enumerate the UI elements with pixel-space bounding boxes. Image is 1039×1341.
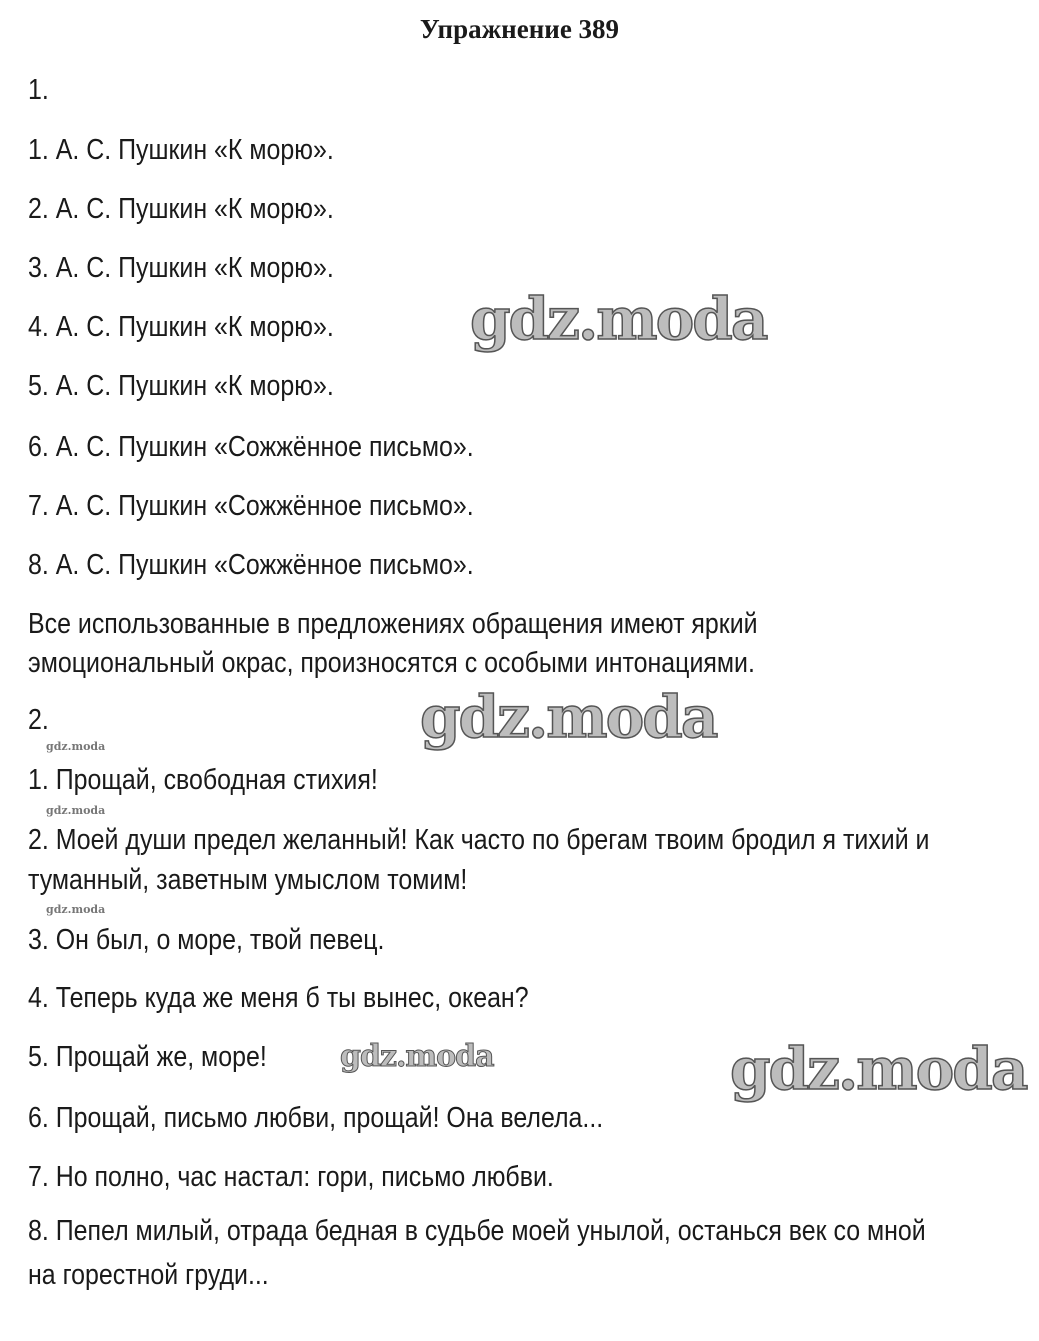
conclusion-line: эмоциональный окрас, произносятся с особыми интонациями.: [28, 647, 755, 679]
list-item: 5. Прощай же, море!: [28, 1041, 267, 1073]
list-item: 7. Но полно, час настал: гори, письмо любви.: [28, 1161, 554, 1193]
watermark-logo: gdz.moda: [46, 804, 106, 817]
part2-label: 2.: [28, 704, 49, 736]
list-item: 3. А. С. Пушкин «К морю».: [28, 252, 334, 284]
list-item: 6. А. С. Пушкин «Сожжённое письмо».: [28, 431, 474, 463]
list-item: 4. Теперь куда же меня б ты вынес, океан?: [28, 982, 529, 1014]
list-item: 4. А. С. Пушкин «К морю».: [28, 311, 334, 343]
list-item-continuation: на горестной груди...: [28, 1259, 269, 1291]
list-item: 2. Моей души предел желанный! Как часто по брегам твоим бродил я тихий и: [28, 824, 930, 856]
part1-label: 1.: [28, 74, 49, 106]
list-item: 2. А. С. Пушкин «К морю».: [28, 193, 334, 225]
watermark-logo: gdz.moda: [46, 740, 106, 753]
watermark-logo: gdz.moda: [420, 683, 717, 751]
watermark-logo: gdz.moda: [46, 903, 106, 916]
list-item: 6. Прощай, письмо любви, прощай! Она велела...: [28, 1102, 604, 1134]
list-item: 7. А. С. Пушкин «Сожжённое письмо».: [28, 490, 474, 522]
list-item: 1. Прощай, свободная стихия!: [28, 764, 378, 796]
list-item: 8. Пепел милый, отрада бедная в судьбе моей унылой, останься век со мной: [28, 1215, 926, 1247]
watermark-logo: gdz.moda: [730, 1035, 1027, 1103]
conclusion-line: Все использованные в предложениях обращения имеют яркий: [28, 608, 758, 640]
list-item: 8. А. С. Пушкин «Сожжённое письмо».: [28, 549, 474, 581]
page-title: Упражнение 389: [419, 14, 620, 44]
list-item: 3. Он был, о море, твой певец.: [28, 924, 385, 956]
watermark-logo: gdz.moda: [340, 1039, 494, 1074]
watermark-logo: gdz.moda: [470, 285, 767, 353]
list-item: 1. А. С. Пушкин «К морю».: [28, 134, 334, 166]
list-item-continuation: туманный, заветным умыслом томим!: [28, 864, 468, 896]
list-item: 5. А. С. Пушкин «К морю».: [28, 370, 334, 402]
